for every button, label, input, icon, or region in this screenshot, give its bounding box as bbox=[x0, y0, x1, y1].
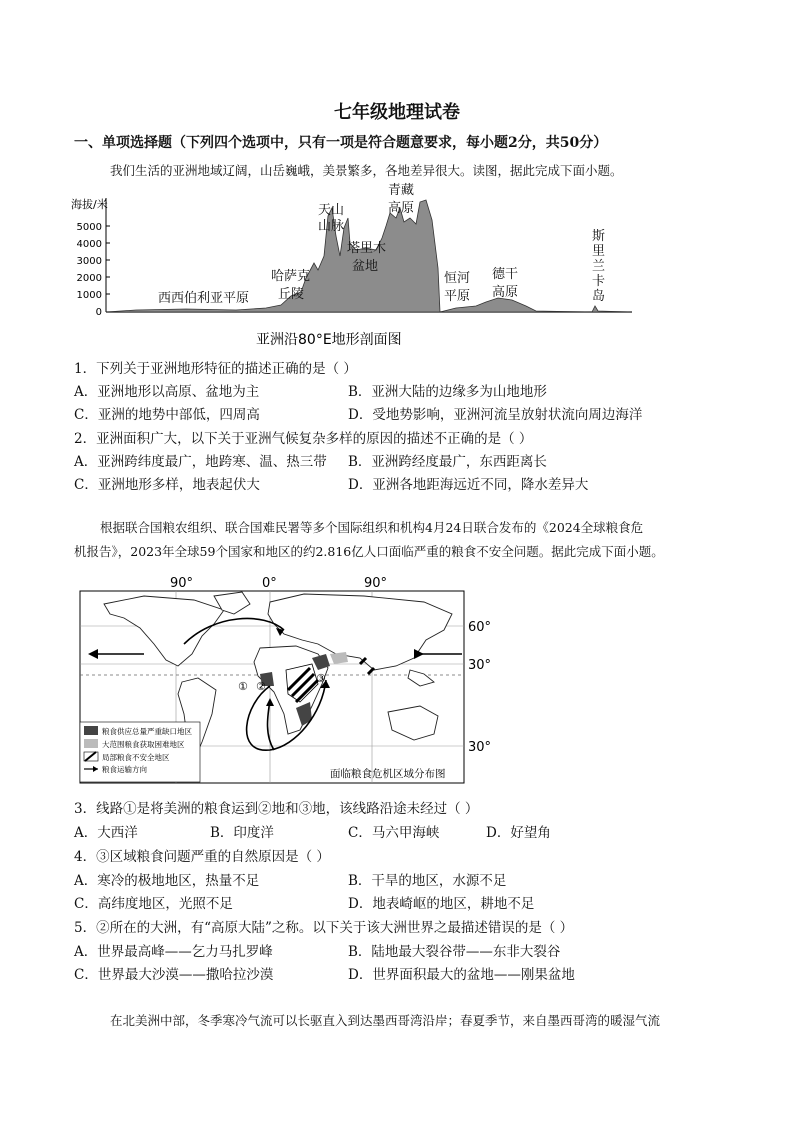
lon-label-0: 0° bbox=[262, 576, 277, 591]
label-siberia-plain: 西西伯利亚平原 bbox=[158, 291, 250, 306]
q2-option-d: D．亚洲各地距海远近不同，降水差异大 bbox=[348, 477, 589, 493]
q3-option-d: D．好望角 bbox=[486, 825, 551, 841]
question-1-stem: 1．下列关于亚洲地形特征的描述正确的是（ ） bbox=[74, 361, 357, 377]
section-heading: 一、单项选择题（下列四个选项中，只有一项是符合题意要求，每小题2分，共50分） bbox=[74, 135, 608, 151]
lon-label-90e: 90° bbox=[364, 576, 388, 591]
tick-label: 3000 bbox=[76, 256, 102, 267]
label-kazakh-2: 丘陵 bbox=[278, 287, 305, 302]
question-5-stem: 5．②所在的大洲，有“高原大陆”之称。以下关于该大洲世界之最描述错误的是（ ） bbox=[74, 920, 574, 936]
legend-swatch-difficult bbox=[84, 739, 98, 748]
q5-option-c: C．世界最大沙漠——撒哈拉沙漠 bbox=[74, 967, 274, 983]
lat-label-60n: 60° bbox=[468, 620, 492, 635]
q2-option-b: B．亚洲跨经度最广，东西距离长 bbox=[348, 454, 547, 470]
q5-option-d: D．世界面积最大的盆地——刚果盆地 bbox=[348, 967, 575, 983]
route-label-3: ③ bbox=[316, 672, 326, 685]
intro-paragraph-3: 在北美洲中部，冬季寒冷气流可以长驱直入到达墨西哥湾沿岸；春夏季节，来自墨西哥湾的暖湿气流 bbox=[110, 1013, 661, 1028]
label-lanka-1: 斯 bbox=[592, 229, 606, 244]
legend-label-local: 局部粮食不安全地区 bbox=[102, 753, 170, 762]
q3-option-a: A．大西洋 bbox=[74, 825, 138, 841]
intro-paragraph-2-line-1: 根据联合国粮农组织、联合国难民署等多个国际组织和机构4月24日联合发布的《2024全球粮食危 bbox=[100, 520, 644, 535]
q1-option-d: D．受地势影响，亚洲河流呈放射状流向周边海洋 bbox=[348, 407, 643, 423]
q2-option-a: A．亚洲跨纬度最广，地跨寒、温、热三带 bbox=[74, 454, 327, 470]
label-kazakh-1: 哈萨克 bbox=[271, 269, 311, 284]
label-tarim-2: 盆地 bbox=[352, 259, 379, 274]
question-3-stem: 3．线路①是将美洲的粮食运到②地和③地，该线路沿途未经过（ ） bbox=[74, 801, 479, 817]
q5-option-a: A．世界最高峰——乞力马扎罗峰 bbox=[74, 944, 273, 960]
terrain-profile-figure bbox=[66, 178, 646, 350]
label-tibet-2: 高原 bbox=[388, 201, 415, 216]
label-deccan-1: 德干 bbox=[492, 267, 519, 282]
tick-label: 5000 bbox=[76, 222, 102, 233]
label-ganges-2: 平原 bbox=[444, 289, 471, 304]
tick-label: 2000 bbox=[76, 273, 102, 284]
legend-label-severe: 粮食供应总量严重缺口地区 bbox=[102, 727, 192, 736]
q1-option-c: C．亚洲的地势中部低，四周高 bbox=[74, 407, 260, 423]
tick-label: 4000 bbox=[76, 239, 102, 250]
profile-ylabel: 海拔/米 bbox=[71, 198, 108, 211]
lat-label-30n: 30° bbox=[468, 658, 492, 673]
map-caption: 面临粮食危机区域分布图 bbox=[330, 768, 446, 780]
q1-option-b: B．亚洲大陆的边缘多为山地地形 bbox=[348, 384, 547, 400]
legend-swatch-severe bbox=[84, 726, 98, 735]
tick-label: 0 bbox=[95, 307, 102, 318]
legend-label-difficult: 大范围粮食获取困难地区 bbox=[102, 740, 185, 749]
label-tianshan-2: 山脉 bbox=[318, 219, 345, 234]
label-tarim-1: 塔里木 bbox=[347, 241, 387, 256]
label-deccan-2: 高原 bbox=[492, 285, 519, 300]
question-2-stem: 2．亚洲面积广大，以下关于亚洲气候复杂多样的原因的描述不正确的是（ ） bbox=[74, 431, 533, 447]
label-lanka-2: 里 bbox=[592, 244, 606, 259]
map-legend bbox=[80, 722, 200, 782]
label-tibet-1: 青藏 bbox=[388, 183, 415, 198]
route-label-2: ② bbox=[256, 680, 266, 693]
q5-option-b: B．陆地最大裂谷带——东非大裂谷 bbox=[348, 944, 561, 960]
q2-option-c: C．亚洲地形多样，地表起伏大 bbox=[74, 477, 260, 493]
lon-label-90w: 90° bbox=[170, 576, 194, 591]
intro-paragraph-2-line-2: 机报告》，2023年全球59个国家和地区的约2.816亿人口面临严重的粮食不安全问题。据此完成下面小题。 bbox=[74, 544, 664, 559]
q4-option-d: D．地表崎岖的地区，耕地不足 bbox=[348, 896, 535, 912]
q4-option-c: C．高纬度地区，光照不足 bbox=[74, 896, 233, 912]
label-lanka-4: 卡 bbox=[592, 274, 606, 289]
question-4-stem: 4．③区域粮食问题严重的自然原因是（ ） bbox=[74, 849, 330, 865]
q4-option-a: A．寒冷的极地地区，热量不足 bbox=[74, 873, 260, 889]
q3-option-c: C．马六甲海峡 bbox=[348, 825, 440, 841]
page-title: 七年级地理试卷 bbox=[334, 102, 460, 123]
label-lanka-3: 兰 bbox=[592, 259, 606, 274]
q3-option-b: B．印度洋 bbox=[210, 825, 274, 841]
q4-option-b: B．干旱的地区，水源不足 bbox=[348, 873, 507, 889]
intro-paragraph-1: 我们生活的亚洲地域辽阔，山岳巍峨，美景繁多，各地差异很大。读图，据此完成下面小题。 bbox=[110, 163, 623, 178]
label-ganges-1: 恒河 bbox=[444, 271, 471, 286]
q1-option-a: A．亚洲地形以高原、盆地为主 bbox=[74, 384, 260, 400]
label-tianshan-1: 天山 bbox=[318, 203, 345, 218]
label-lanka-5: 岛 bbox=[592, 289, 606, 304]
lat-label-30s: 30° bbox=[468, 740, 492, 755]
legend-label-transport: 粮食运输方向 bbox=[102, 765, 147, 774]
route-label-1: ① bbox=[238, 680, 248, 693]
profile-caption: 亚洲沿80°E地形剖面图 bbox=[256, 332, 402, 348]
food-crisis-map bbox=[74, 574, 504, 786]
tick-label: 1000 bbox=[76, 290, 102, 301]
